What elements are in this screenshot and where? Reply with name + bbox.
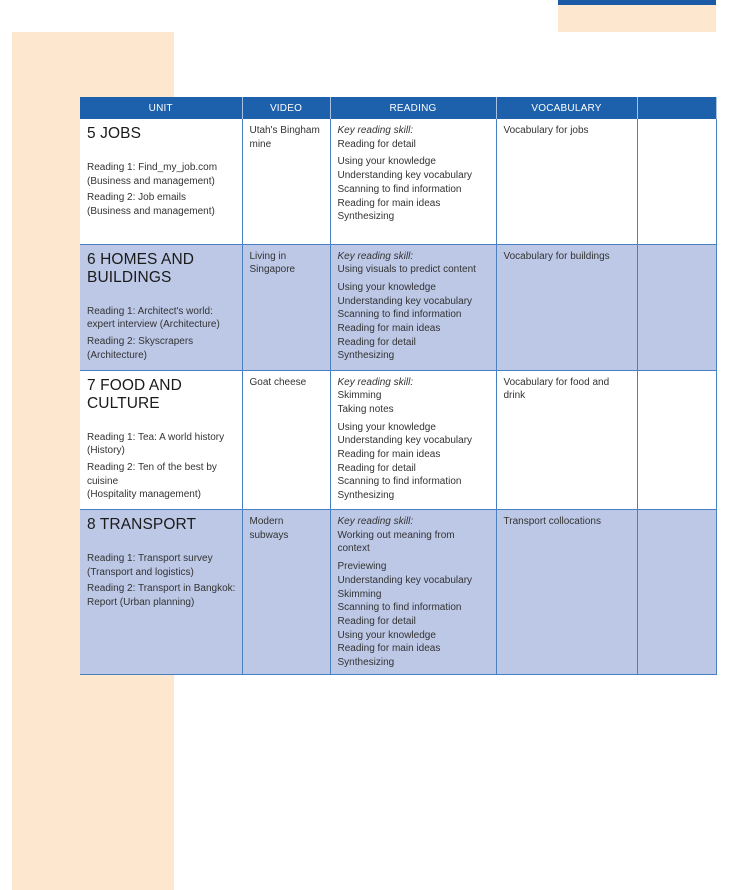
reading-entry-line: Reading 2: Job emails <box>87 192 186 204</box>
skill-item: Using your knowledge <box>337 421 436 433</box>
key-skill-item: Using visuals to predict content <box>337 264 476 276</box>
reading-entry-line: Reading 1: Architect's world: <box>87 305 213 317</box>
video-title: Modern subways <box>249 516 289 541</box>
skill-item: Reading for main ideas <box>337 323 441 335</box>
skill-item: Using your knowledge <box>337 281 436 293</box>
reading-entry-line: expert interview (Architecture) <box>87 319 220 331</box>
header-row <box>80 97 716 119</box>
key-reading-skill-label: Key reading skill: <box>337 250 414 262</box>
vocabulary-cell <box>496 244 637 370</box>
reading-entry-line: (Transport and logistics) <box>87 566 194 578</box>
reading-entry <box>87 552 236 579</box>
reading-skills-cell <box>330 244 496 370</box>
header-reading: READING <box>330 97 496 119</box>
skill-item: Synthesizing <box>337 350 395 362</box>
video-cell <box>242 119 330 244</box>
key-skill-item: Reading for detail <box>337 138 416 150</box>
reading-entry-line: Reading 2: Transport in Bangkok: <box>87 583 236 595</box>
video-title: Utah's Bingham mine <box>249 125 320 150</box>
unit-title: 5 JOBS <box>87 125 142 142</box>
header-unit: UNIT <box>80 97 242 119</box>
skill-item: Understanding key vocabulary <box>337 574 473 586</box>
reading-entry-line: Reading 2: Skyscrapers <box>87 335 194 347</box>
reading-entry-line: (History) <box>87 445 125 457</box>
vocabulary-topic: Transport collocations <box>503 516 601 528</box>
reading-entry <box>87 335 236 362</box>
vocabulary-cell <box>496 370 637 510</box>
skill-item: Synthesizing <box>337 657 395 669</box>
reading-entry <box>87 161 236 188</box>
reading-entry <box>87 191 236 218</box>
skill-item: Reading for main ideas <box>337 197 441 209</box>
reading-entry <box>87 431 236 458</box>
table-body <box>80 119 716 674</box>
reading-entry-line: (Hospitality management) <box>87 489 201 501</box>
key-reading-skill-label: Key reading skill: <box>337 125 414 136</box>
unit-row <box>80 119 716 244</box>
unit-row <box>80 370 716 510</box>
key-skill-item: Working out meaning from <box>337 529 455 541</box>
reading-skills-cell <box>330 370 496 510</box>
vocabulary-cell <box>496 119 637 244</box>
reading-entry <box>87 582 236 609</box>
header-vocabulary: VOCABULARY <box>496 97 637 119</box>
unit-row <box>80 510 716 675</box>
skill-item: Previewing <box>337 561 387 573</box>
skill-item: Reading for main ideas <box>337 449 441 461</box>
reading-skills-cell <box>330 510 496 675</box>
reading-entry-line: (Business and management) <box>87 206 215 218</box>
key-skill-item: context <box>337 543 370 555</box>
vocabulary-topic: Vocabulary for buildings <box>503 250 610 262</box>
key-skill-item: Skimming <box>337 390 382 402</box>
skill-item: Understanding key vocabulary <box>337 435 473 447</box>
reading-entry-line: Reading 2: Ten of the best by <box>87 461 217 473</box>
unit-title: 7 FOOD AND CULTURE <box>87 376 182 412</box>
next-column-cell <box>637 119 716 244</box>
skill-item: Scanning to find information <box>337 309 462 321</box>
key-reading-skill-label: Key reading skill: <box>337 516 414 528</box>
reading-entry-line: Reading 1: Tea: A world history <box>87 431 225 443</box>
skill-item: Understanding key vocabulary <box>337 170 473 182</box>
skill-item: Scanning to find information <box>337 602 462 614</box>
skill-item: Using your knowledge <box>337 156 436 168</box>
key-skill-item: Taking notes <box>337 403 394 415</box>
video-title: Living in Singapore <box>249 250 296 276</box>
skill-item: Synthesizing <box>337 211 395 223</box>
skill-item: Using your knowledge <box>337 629 436 641</box>
reading-skills-cell <box>330 119 496 244</box>
reading-entry-line: (Business and management) <box>87 175 215 187</box>
skill-item: Reading for main ideas <box>337 643 441 655</box>
unit-row <box>80 244 716 370</box>
skill-item: Scanning to find information <box>337 476 462 488</box>
vocabulary-cell <box>496 510 637 675</box>
video-title: Goat cheese <box>249 376 307 388</box>
vocabulary-topic: Vocabulary for jobs <box>503 125 589 136</box>
video-cell <box>242 370 330 510</box>
unit-title: 8 TRANSPORT <box>87 516 197 534</box>
video-cell <box>242 510 330 675</box>
reading-entry <box>87 461 236 502</box>
skill-item: Reading for detail <box>337 336 416 348</box>
unit-cell <box>80 370 242 510</box>
skill-item: Scanning to find information <box>337 183 462 195</box>
reading-entry-line: (Architecture) <box>87 349 148 361</box>
unit-cell <box>80 510 242 675</box>
decorative-top-bar <box>558 0 716 5</box>
skill-item: Synthesizing <box>337 490 395 502</box>
reading-entry-line: Reading 1: Find_my_job.com <box>87 162 218 173</box>
video-cell <box>242 244 330 370</box>
skill-item: Understanding key vocabulary <box>337 295 473 307</box>
header-next-column <box>637 97 716 119</box>
vocabulary-topic: Vocabulary for food and drink <box>503 376 610 402</box>
header-video: VIDEO <box>242 97 330 119</box>
key-reading-skill-label: Key reading skill: <box>337 376 414 388</box>
skill-item: Reading for detail <box>337 615 416 627</box>
reading-entry-line: Reading 1: Transport survey <box>87 553 213 565</box>
skill-item: Skimming <box>337 588 382 600</box>
reading-entry-line: Report (Urban planning) <box>87 597 195 609</box>
contents-table <box>80 97 717 675</box>
unit-cell <box>80 119 242 244</box>
next-column-cell <box>637 510 716 675</box>
skill-item: Reading for detail <box>337 462 416 474</box>
unit-title: 6 HOMES AND BUILDINGS <box>87 250 195 286</box>
reading-entry <box>87 305 236 332</box>
reading-entry-line: cuisine <box>87 475 119 487</box>
unit-cell <box>80 244 242 370</box>
next-column-cell <box>637 244 716 370</box>
next-column-cell <box>637 370 716 510</box>
